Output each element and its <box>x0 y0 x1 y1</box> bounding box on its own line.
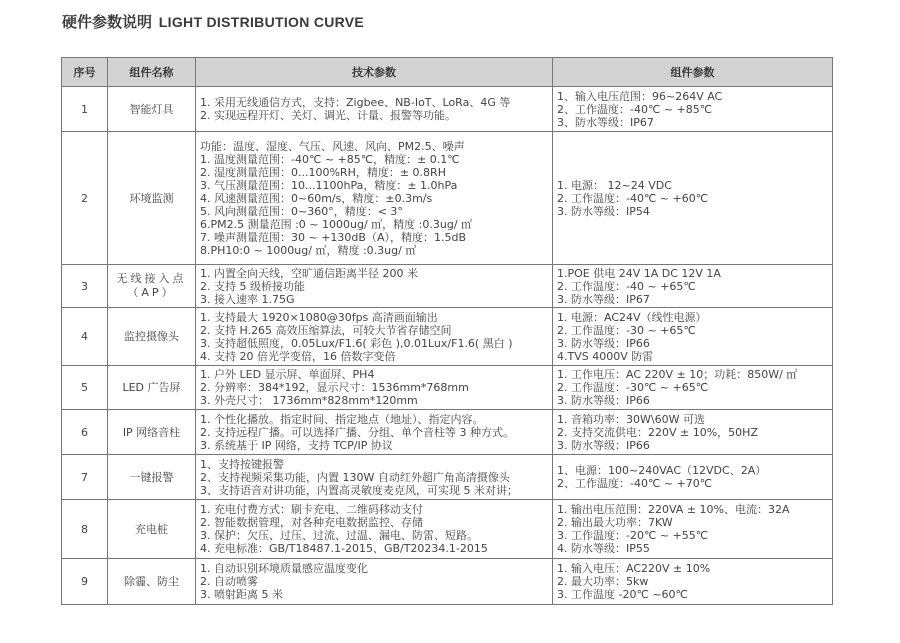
component-param-line: 3. 防水等级：IP66 <box>557 336 650 350</box>
table-body <box>62 87 833 605</box>
technical-param-line: 1. 采用无线通信方式，支持：Zigbee、NB-IoT、LoRa、4G 等 <box>200 96 511 109</box>
table-row <box>62 308 833 366</box>
technical-param-line: 1. 充电付费方式：刷卡充电、二维码移动支付 <box>200 503 423 516</box>
component-param-line: 3. 工作温度：-20℃ ~ +55℃ <box>557 529 709 542</box>
technical-param-line: 3. 系统基于 IP 网络，支持 TCP/IP 协议 <box>200 438 393 452</box>
component-param-line: 3. 防水等级：IP54 <box>557 204 650 218</box>
technical-params-cell <box>196 559 553 605</box>
component-name: 除霾、防尘 <box>108 559 196 605</box>
row-number: 1 <box>62 87 108 132</box>
row-number: 4 <box>62 308 108 366</box>
table-row <box>62 559 833 605</box>
technical-param-line: 3. 外壳尺寸： 1736mm*828mm*120mm <box>200 394 418 407</box>
component-param-line: 1、电源：100~240VAC（12VDC、2A） <box>557 464 767 477</box>
component-param-line: 3、防水等级：IP67 <box>557 115 654 129</box>
component-name: 监控摄像头 <box>108 308 196 366</box>
component-param-line: 3. 防水等级：IP67 <box>557 292 650 306</box>
component-param-line: 2、工作温度：-40℃ ~ +85℃ <box>557 102 713 116</box>
page-title-cn: 硬件参数说明 <box>62 13 153 31</box>
technical-param-line: 3. 保护：欠压、过压、过流、过温、漏电、防雷、短路。 <box>200 529 478 542</box>
component-param-line: 3. 工作温度 -20℃ ~60℃ <box>557 588 688 601</box>
technical-param-line: 3. 喷射距离 5 米 <box>200 588 283 601</box>
technical-param-line: 2. 分辨率：384*192，显示尺寸：1536mm*768mm <box>200 381 469 394</box>
component-params-cell <box>553 132 833 265</box>
component-param-line: 4.TVS 4000V 防雷 <box>557 349 654 363</box>
row-number: 7 <box>62 455 108 500</box>
technical-params-cell <box>196 265 553 308</box>
component-params-cell <box>553 559 833 605</box>
technical-param-line: 2. 自动喷雾 <box>200 575 258 588</box>
technical-param-line: 4. 充电标准：GB/T18487.1-2015、GB/T20234.1-2015 <box>200 542 488 555</box>
hardware-spec-table <box>61 57 833 605</box>
table-row <box>62 500 833 559</box>
technical-params-cell <box>196 410 553 455</box>
component-params-cell <box>553 455 833 500</box>
component-name: 无线接入点（AP） <box>108 265 196 308</box>
table-row <box>62 366 833 410</box>
table-row <box>62 132 833 265</box>
technical-param-line: 1. 内置全向天线，空旷通信距离半径 200 米 <box>200 266 418 280</box>
technical-param-line: 7. 噪声测量范围：30 ~ +130dB（A），精度：1.5dB <box>200 230 466 244</box>
page-title-en: LIGHT DISTRIBUTION CURVE <box>158 14 365 30</box>
component-param-line: 3. 防水等级：IP66 <box>557 394 650 407</box>
technical-param-line: 3. 支持超低照度，0.05Lux/F1.6( 彩色 ),0.01Lux/F1.6( 黑白 ) <box>200 336 513 350</box>
component-param-line: 2. 工作温度：-40℃ ~ +60℃ <box>557 191 709 205</box>
technical-param-line: 2. 实现远程开灯、关灯、调光、计量、报警等功能。 <box>200 109 456 122</box>
component-param-line: 2. 工作温度：-30 ~ +65℃ <box>557 323 696 337</box>
component-param-line: 1、输入电压范围：96~264V AC <box>557 89 723 103</box>
table-row <box>62 410 833 455</box>
component-params-cell <box>553 366 833 410</box>
technical-param-line: 2. 支持 H.265 高效压缩算法，可较大节省存储空间 <box>200 323 452 337</box>
column-header-tech: 技术参数 <box>196 58 553 87</box>
row-number: 2 <box>62 132 108 265</box>
table-row <box>62 265 833 308</box>
technical-param-line: 1. 自动识别环境质量感应温度变化 <box>200 562 368 575</box>
column-header-no: 序号 <box>62 58 108 87</box>
component-name: LED 广告屏 <box>108 366 196 410</box>
technical-param-line: 2. 智能数据管理，对各种充电数据监控、存储 <box>200 516 423 529</box>
component-param-line: 3. 防水等级：IP66 <box>557 438 650 452</box>
row-number: 8 <box>62 500 108 559</box>
technical-param-line: 2、支持视频采集功能，内置 130W 自动红外超广角高清摄像头 <box>200 470 510 484</box>
component-name: 一键报警 <box>108 455 196 500</box>
component-param-line: 2. 工作温度：-30℃ ~ +65℃ <box>557 381 709 394</box>
technical-param-line: 4. 风速测量范围：0~60m/s，精度：±0.3m/s <box>200 191 433 205</box>
component-param-line: 2. 最大功率：5kw <box>557 575 649 588</box>
column-header-name: 组件名称 <box>108 58 196 87</box>
component-params-cell <box>553 410 833 455</box>
component-param-line: 1. 输出电压范围：220VA ± 10%、电流：32A <box>557 503 790 516</box>
column-header-params: 组件参数 <box>553 58 833 87</box>
technical-param-line: 6.PM2.5 测量范围 :0 ~ 1000ug/ ㎥，精度 :0.3ug/ ㎥ <box>200 217 473 231</box>
component-name: 环境监测 <box>108 132 196 265</box>
table-header-row <box>62 58 833 87</box>
technical-param-line: 3. 接入速率 1.75G <box>200 292 295 306</box>
technical-param-line: 2. 湿度测量范围：0...100%RH，精度：± 0.8RH <box>200 165 446 179</box>
technical-params-cell <box>196 366 553 410</box>
table-row <box>62 455 833 500</box>
row-number: 9 <box>62 559 108 605</box>
component-params-cell <box>553 265 833 308</box>
component-param-line: 2、工作温度：-40℃ ~ +70℃ <box>557 477 713 490</box>
row-number: 6 <box>62 410 108 455</box>
technical-param-line: 2. 支持 5 级桥接功能 <box>200 279 305 293</box>
component-params-cell <box>553 500 833 559</box>
technical-param-line: 8.PH10:0 ~ 1000ug/ ㎥，精度 :0.3ug/ ㎥ <box>200 243 417 257</box>
component-param-line: 1. 音箱功率：30W\60W 可选 <box>557 412 705 426</box>
component-name: 充电桩 <box>108 500 196 559</box>
row-number: 3 <box>62 265 108 308</box>
component-name: 智能灯具 <box>108 87 196 132</box>
component-params-cell <box>553 308 833 366</box>
technical-param-line: 1. 支持最大 1920×1080@30fps 高清画面输出 <box>200 310 438 324</box>
component-param-line: 1. 电源：AC24V（线性电源） <box>557 310 707 324</box>
component-param-line: 2. 工作温度：-40 ~ +65℃ <box>557 279 696 293</box>
component-params-cell <box>553 87 833 132</box>
technical-param-line: 1、支持按键报警 <box>200 457 284 471</box>
technical-param-line: 1. 温度测量范围：-40℃ ~ +85℃，精度：± 0.1℃ <box>200 152 460 166</box>
component-param-line: 2. 支持交流供电：220V ± 10%，50HZ <box>557 425 758 439</box>
technical-param-line: 3、支持语音对讲功能，内置高灵敏度麦克风，可实现 5 米对讲； <box>200 483 518 497</box>
component-param-line: 1. 输入电压：AC220V ± 10% <box>557 562 711 575</box>
component-param-line: 1. 工作电压：AC 220V ± 10；功耗：850W/ ㎡ <box>557 368 798 381</box>
component-param-line: 4. 防水等级：IP55 <box>557 542 650 555</box>
technical-param-line: 5. 风向测量范围：0~360°，精度：< 3° <box>200 204 403 218</box>
technical-params-cell <box>196 308 553 366</box>
technical-param-line: 1. 个性化播放。指定时间、指定地点（地址）、指定内容。 <box>200 412 484 426</box>
component-param-line: 1.POE 供电 24V 1A DC 12V 1A <box>557 266 721 280</box>
technical-param-line: 3. 气压测量范围：10...1100hPa，精度：± 1.0hPa <box>200 178 458 192</box>
technical-param-line: 2. 支持远程广播。可以选择广播、分组、单个音柱等 3 种方式。 <box>200 425 514 439</box>
component-name: IP 网络音柱 <box>108 410 196 455</box>
technical-params-cell <box>196 87 553 132</box>
technical-params-cell <box>196 500 553 559</box>
technical-params-cell <box>196 132 553 265</box>
component-param-line: 2. 输出最大功率：7KW <box>557 516 673 529</box>
row-number: 5 <box>62 366 108 410</box>
technical-param-line: 4. 支持 20 倍光学变倍，16 倍数字变倍 <box>200 349 396 363</box>
component-param-line: 1. 电源： 12~24 VDC <box>557 178 672 192</box>
technical-param-line: 1. 户外 LED 显示屏、单面屏、PH4 <box>200 368 375 381</box>
table-row <box>62 87 833 132</box>
technical-param-line: 功能：温度、湿度、气压、风速、风向、PM2.5、噪声 <box>200 139 465 153</box>
page-title <box>62 9 364 35</box>
technical-params-cell <box>196 455 553 500</box>
